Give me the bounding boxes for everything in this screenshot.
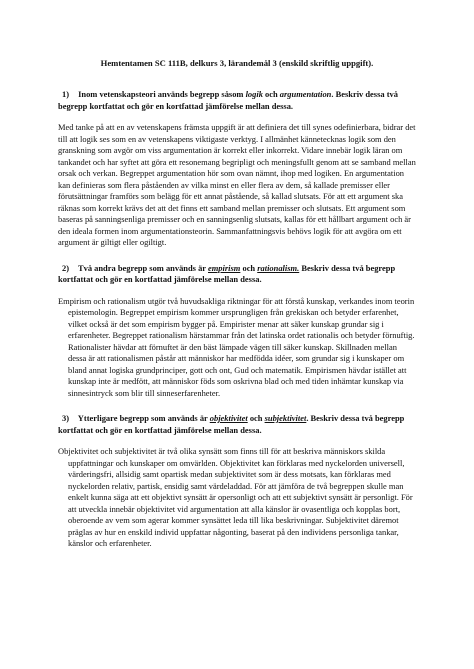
answer-3-first: Objektivitet och subjektivitet är två olika synsätt som finns till för att beskriva människors xyxy=(58,446,363,456)
answer-3 xyxy=(58,446,416,550)
question-3 xyxy=(58,413,416,436)
question-3-number: 3) xyxy=(62,413,70,423)
question-2-text-post: Beskriv dessa två begrepp kortfattat och gör en kortfattad jämförelse mellan dessa. xyxy=(58,262,396,284)
question-2-text-mid: och xyxy=(240,262,258,273)
question-1-text-pre: Inom vetenskapsteori används begrepp såsom xyxy=(78,89,246,99)
answer-2-rest: inom teorin epistemologin. Begreppet empirism kommer ursprungligen från grekiskan och betyder erfarenhet, vilket också är det som empirism bygger på. Empirister menar att säker kunskap grundar sig i erfarenheter. Begreppet rationalism härstammar från det latinska ordet rationalis och betyder förnuftig. Rationalister hävdar att förnuftet är den bäst lämpade vägen till säker kunskap. Skillnaden mellan dessa är att rationalismen påstår att människor har medfödda idéer, som grundar sig i kunskaper om bland annat logiska grundprinciper, gott och ont, Gud och matematik. Empirismen hävdar istället att kunskap inte är medfött, att människor föds som oskrivna blad och med tiden inhämtar kunskap via sinnesintryck som blir till sinneserfarenheter. xyxy=(68,295,415,398)
question-2-text-pre: Två andra begrepp som används är xyxy=(77,262,208,273)
question-1-text-post: . Beskriv dessa två begrepp kortfattat och gör en kortfattad jämförelse mellan dessa. xyxy=(58,89,398,111)
question-3-text-mid: och xyxy=(247,413,265,423)
question-2-term-empirism: empirism xyxy=(208,262,241,273)
answer-2 xyxy=(58,296,416,400)
document-title: Hemtentamen SC 111B, delkurs 3, lärandemål 3 (enskild skriftlig uppgift). xyxy=(100,58,374,68)
question-3-term-subjektivitet: subjektivitet xyxy=(264,413,307,423)
question-1 xyxy=(58,89,416,112)
answer-2-first: Empirism och rationalism utgör två huvudsakliga riktningar för att förstå kunskap, verkandes xyxy=(58,295,373,306)
question-1-text-mid: och xyxy=(262,89,280,99)
question-2-number: 2) xyxy=(62,262,70,273)
answer-1-first: Med tanke på att en av vetenskapens främsta uppgift är att definiera det till synes xyxy=(58,122,332,132)
answer-3-rest: skilda uppfattningar och kunskaper om omvärlden. Objektivitet kan förklaras med nyckelorden universell, värderingsfri, allsidig samt opartisk medan subjektivitet som är dess motsats, kan förklaras med nyckelorden relativ, partisk, ensidig samt värdeladdad. För att jämföra de två begreppen skulle man enkelt kunna säga att ett objektivt synsätt är opersonligt och att ett subjektivt synsätt är personligt. För att utveckla innebär objektivitet vid argumentation att alla känslor är ovasentliga och kopplas bort, oberoende av vem som agerar kommer synsättet leda till lika beskrivningar. Subjektivitet däremot präglas av hur en enskild individ uppfattar någonting, baserat på den individens personliga tankar, känslor och erfarenheter. xyxy=(68,446,413,548)
question-1-term-logik: logik xyxy=(245,89,263,99)
question-3-text-pre: Ytterligare begrepp som används är xyxy=(77,413,210,423)
answer-1-rest: odefinierbara, bidrar det till att logik ses som en av vetenskapens viktigaste verktyg. I allmänhet kännetecknas logik som den granskning som avgör om viss argumentation är korrekt eller inkorrekt. Vidare innebär logik läran om tankandet och har syftet att göra ett resonemang begripligt och meningsfullt genom att se samband mellan orsak och verkan. Begreppet argumentation hör som ovan nämnt, ihop med logiken. En argumentation kan definieras som flera påståenden av vilka minst en eller flera av dem, så kallade premisser eller förutsättningar framförs som belägg för ett annat påstående, så kallad slutsats. För att ett argument ska räknas som korrekt krävs det att det finns ett samband mellan premisser och slutsats. Ett argument som baseras på sanningsenliga premisser och en sanningsenlig slutsats, kallas för ett hållbart argument och är den ideala formen inom argumentationsteorin. Sammanfattningsvis behövs logik för att avgöra om ett argument är giltigt eller ogiltigt. xyxy=(58,122,416,247)
question-3-term-objektivitet: objektivitet xyxy=(209,413,248,423)
question-3-text-post: . Beskriv dessa två begrepp kortfattat och gör en kortfattad jämförelse mellan dessa. xyxy=(58,413,405,435)
question-1-term-argumentation: argumentation xyxy=(279,89,332,99)
question-1-number: 1) xyxy=(62,89,70,99)
answer-1 xyxy=(58,122,416,249)
question-2-term-rationalism: rationalism. xyxy=(257,262,300,273)
question-2 xyxy=(58,263,416,286)
